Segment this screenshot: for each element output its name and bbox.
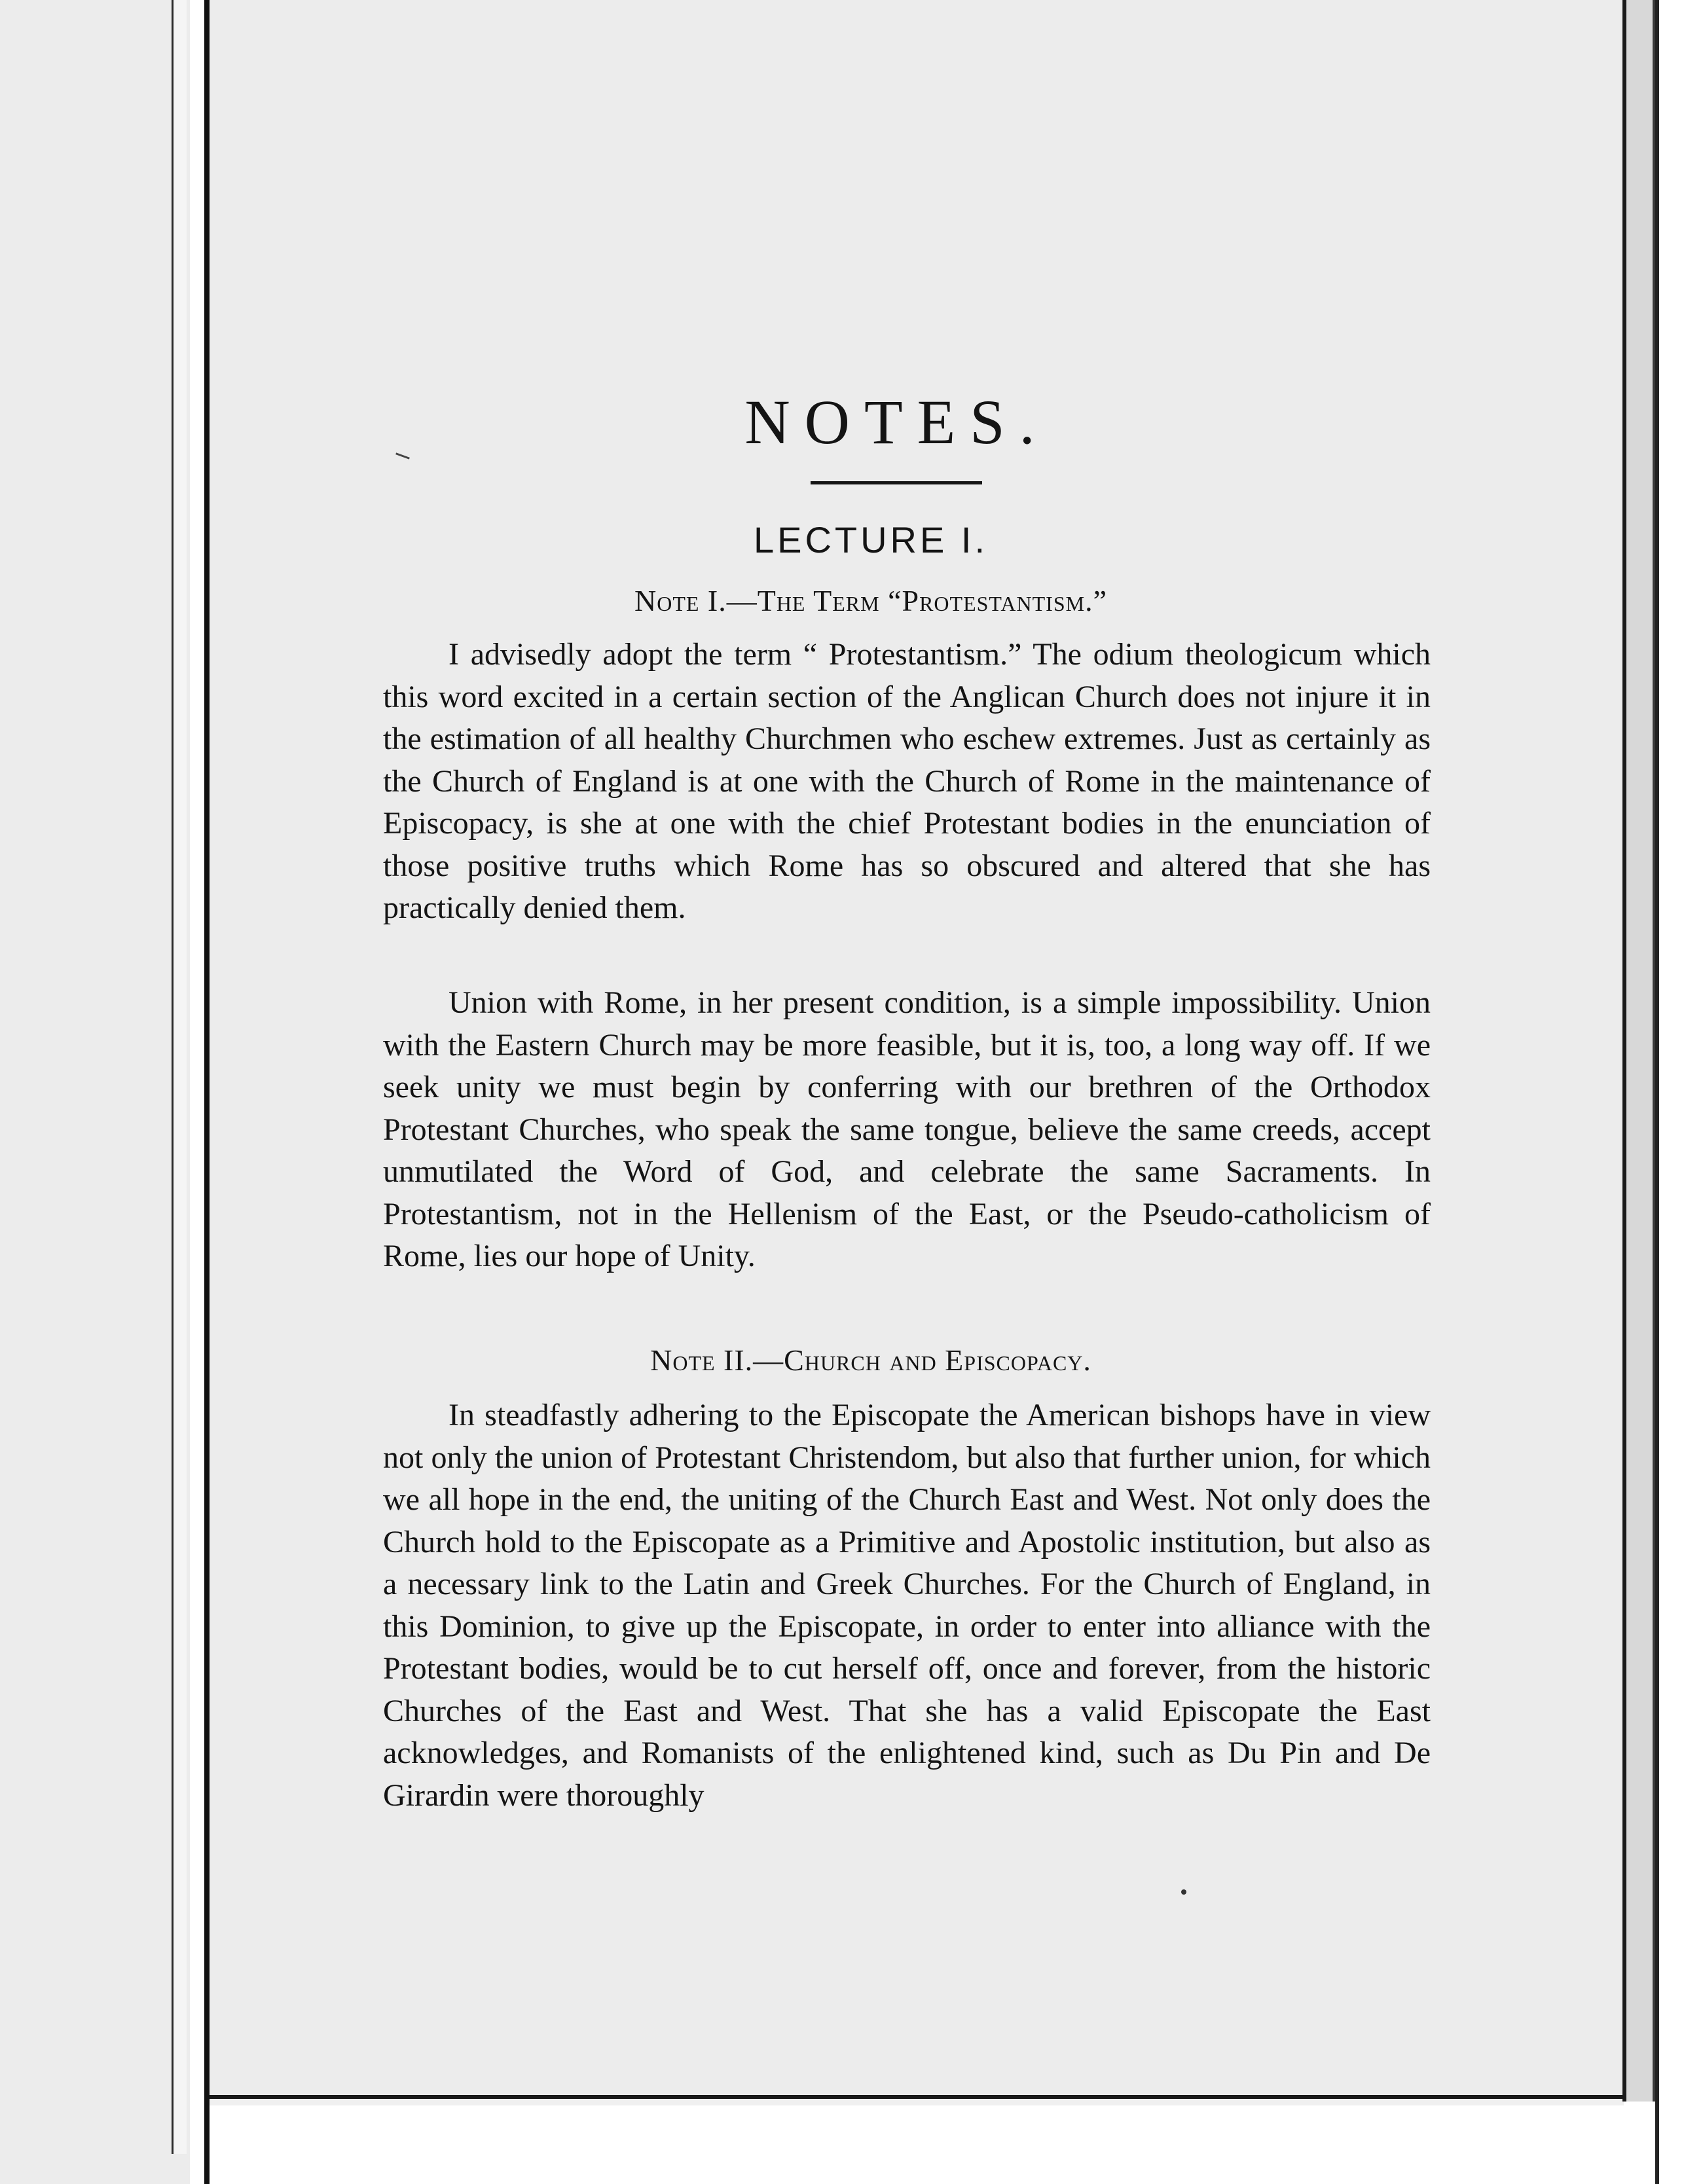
note-1-heading: Note I.—The Term “Protestantism.” bbox=[634, 584, 1108, 617]
title-rule bbox=[811, 481, 982, 484]
left-page-margin bbox=[172, 0, 187, 2154]
book-gutter bbox=[204, 0, 210, 2184]
page-title: NOTES. bbox=[744, 387, 1050, 457]
note-1-paragraph-1: I advisedly adopt the term “ Protestantism.” The odium theologicum which this word excited in a certain section of the Anglican Church does not injure it in the estimation of all healthy Churchmen who eschew extremes. Just as certainly as the Church of England is at one with the Church of Rome in the maintenance of Episcopacy, is she at one with the chief Protestant bodies in the enunciation of those positive truths which Rome has so obscured and altered that she has practically denied them. bbox=[383, 637, 1431, 925]
stray-dot bbox=[1181, 1889, 1186, 1895]
left-page-edge bbox=[0, 0, 190, 2184]
note-2-paragraph-1: In steadfastly adhering to the Episcopate the American bishops have in view not only the union of Protestant Christendom, but also that further union, for which we all hope in the end, the uniting of the Church East and West. Not only does the Church hold to the Episcopate as a Primitive and Apostolic institution, but also as a necessary link to the Latin and Greek Churches. For the Church of England, in this Dominion, to give up the Episcopate, in order to enter into alliance with the Protestant bodies, would be to cut herself off, once and forever, from the historic Churches of the East and West. That she has a valid Episcopate the East acknowledges, and Romanists of the enlightened kind, such as Du Pin and De Girardin were thoroughly bbox=[383, 1398, 1431, 1813]
right-page-edge bbox=[1622, 0, 1655, 2102]
note-1-paragraph-2: Union with Rome, in her present condition, is a simple impossibility. Union with the Eastern Church may be more feasible, but it is, too, a long way off. If we seek unity we must begin by conferring with our brethren of the Orthodox Protestant Churches, who speak the same tongue, believe the same creeds, accept unmutilated the Word of God, and celebrate the same Sacraments. In Protestantism, not in the Hellenism of the East, or the Pseudo-catholicism of Rome, lies our hope of Unity. bbox=[383, 985, 1431, 1273]
right-cover-edge bbox=[1655, 0, 1659, 2184]
note-2-heading: Note II.—Church and Episcopacy. bbox=[650, 1343, 1091, 1377]
page-bottom-edge bbox=[210, 2095, 1624, 2105]
lecture-heading: LECTURE I. bbox=[753, 519, 989, 560]
